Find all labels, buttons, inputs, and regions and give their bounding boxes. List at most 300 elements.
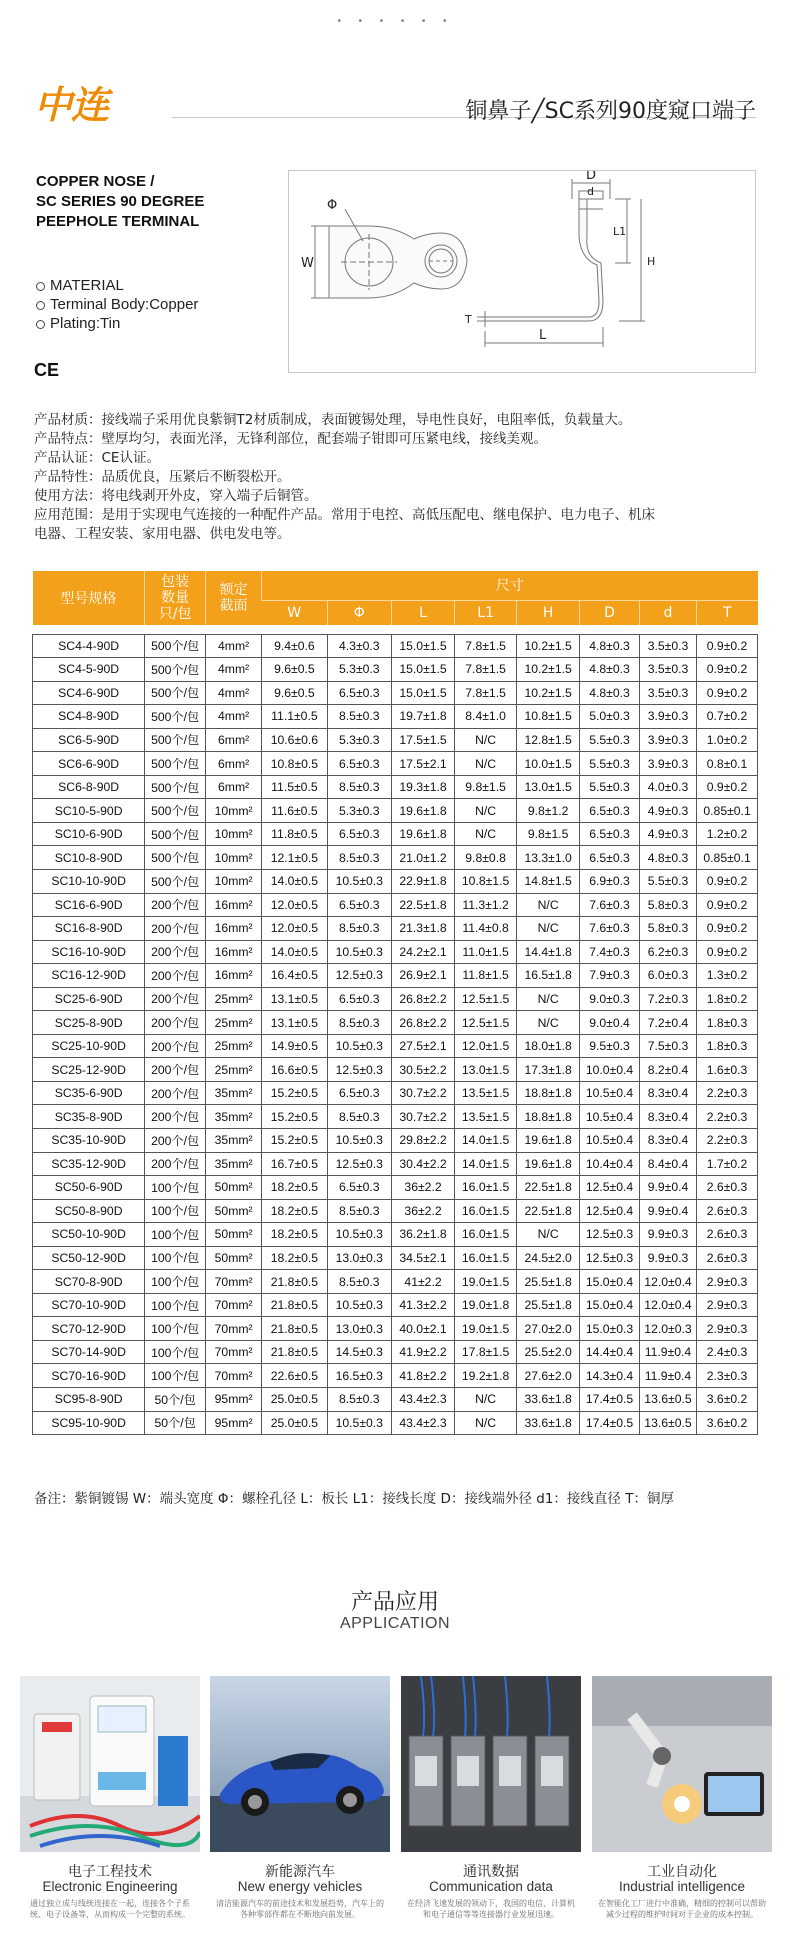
spec-item: Plating:Tin [36, 314, 198, 333]
table-cell: 14.0±1.5 [455, 1152, 517, 1176]
table-gap [33, 625, 758, 634]
model-cell: SC10-10-90D [33, 869, 145, 893]
model-cell: SC6-8-90D [33, 775, 145, 799]
table-cell: 500个/包 [145, 681, 206, 705]
table-cell: 7.4±0.3 [580, 940, 640, 964]
table-cell: N/C [517, 917, 580, 941]
table-cell: 30.7±2.2 [391, 1081, 454, 1105]
table-cell: 18.2±0.5 [262, 1246, 327, 1270]
table-cell: 95mm² [206, 1411, 262, 1435]
table-cell: 10mm² [206, 822, 262, 846]
table-cell: 25.5±1.8 [517, 1270, 580, 1294]
table-cell: 15.2±0.5 [262, 1105, 327, 1129]
table-cell: 16.7±0.5 [262, 1152, 327, 1176]
table-cell: 9.9±0.3 [639, 1223, 696, 1247]
table-row [33, 1081, 758, 1105]
table-cell: 9.8±1.2 [517, 799, 580, 823]
table-cell: 36±2.2 [391, 1199, 454, 1223]
table-cell: 25.0±0.5 [262, 1388, 327, 1412]
table-row [33, 1152, 758, 1176]
table-cell: 5.0±0.3 [580, 705, 640, 729]
table-cell: 8.5±0.3 [327, 705, 391, 729]
remarks-note: 备注：紫铜镀锡 W：端头宽度 Φ：螺栓孔径 L：板长 L1：接线长度 D：接线端外径 d1：接线直径 T：铜厚 [34, 1491, 674, 1507]
header-dim: d [639, 600, 696, 625]
table-cell: 4.8±0.3 [580, 658, 640, 682]
table-cell: 3.6±0.2 [697, 1388, 758, 1412]
table-cell: 17.3±1.8 [517, 1058, 580, 1082]
diagram-label-d-small: d [587, 185, 594, 198]
description-line: 使用方法：将电线剥开外皮，穿入端子后铜管。 [34, 488, 318, 504]
table-cell: 22.5±1.8 [517, 1199, 580, 1223]
table-row [33, 822, 758, 846]
table-cell: 10.5±0.3 [327, 1293, 391, 1317]
table-cell: 11.3±1.2 [455, 893, 517, 917]
table-cell: 200个/包 [145, 1034, 206, 1058]
table-cell: 200个/包 [145, 893, 206, 917]
table-cell: 21.8±0.5 [262, 1317, 327, 1341]
table-cell: 15.0±0.3 [580, 1317, 640, 1341]
table-cell: 5.5±0.3 [639, 869, 696, 893]
table-row [33, 1223, 758, 1247]
table-cell: 6.2±0.3 [639, 940, 696, 964]
model-cell: SC50-12-90D [33, 1246, 145, 1270]
table-cell: 200个/包 [145, 1152, 206, 1176]
table-cell: 9.8±1.5 [517, 822, 580, 846]
model-cell: SC6-6-90D [33, 752, 145, 776]
table-cell: 500个/包 [145, 728, 206, 752]
header-dim: L [391, 600, 454, 625]
table-cell: 19.6±1.8 [391, 799, 454, 823]
table-cell: 200个/包 [145, 1058, 206, 1082]
table-cell: 15.0±1.5 [391, 681, 454, 705]
table-cell: 5.5±0.3 [580, 728, 640, 752]
table-cell: 0.9±0.2 [697, 940, 758, 964]
table-cell: 24.2±2.1 [391, 940, 454, 964]
table-cell: 50mm² [206, 1199, 262, 1223]
table-cell: 1.2±0.2 [697, 822, 758, 846]
table-cell: 12.5±0.4 [580, 1176, 640, 1200]
table-cell: 4.9±0.3 [639, 822, 696, 846]
terminal-dimension-diagram [288, 170, 756, 373]
table-cell: 10.5±0.3 [327, 1223, 391, 1247]
table-cell: 29.8±2.2 [391, 1128, 454, 1152]
table-cell: 17.5±2.1 [391, 752, 454, 776]
table-cell: 22.9±1.8 [391, 869, 454, 893]
model-cell: SC95-8-90D [33, 1388, 145, 1412]
table-cell: 7.8±1.5 [455, 634, 517, 658]
table-cell: 70mm² [206, 1364, 262, 1388]
table-cell: 16.0±1.5 [455, 1246, 517, 1270]
table-cell: 16.0±1.5 [455, 1199, 517, 1223]
table-cell: 5.3±0.3 [327, 799, 391, 823]
table-cell: 10.0±0.4 [580, 1058, 640, 1082]
table-cell: N/C [455, 728, 517, 752]
table-cell: 8.5±0.3 [327, 1199, 391, 1223]
table-cell: N/C [455, 799, 517, 823]
table-cell: 9.4±0.6 [262, 634, 327, 658]
communication-image [401, 1676, 581, 1852]
diagram-label-l: L [539, 328, 547, 343]
table-row [33, 1388, 758, 1412]
table-cell: 12.5±1.5 [455, 987, 517, 1011]
table-cell: 6.5±0.3 [327, 1081, 391, 1105]
table-cell: 8.3±0.4 [639, 1105, 696, 1129]
table-cell: 26.8±2.2 [391, 987, 454, 1011]
table-cell: 12.5±0.3 [327, 964, 391, 988]
table-cell: 30.5±2.2 [391, 1058, 454, 1082]
table-cell: 2.3±0.3 [697, 1364, 758, 1388]
table-cell: 30.7±2.2 [391, 1105, 454, 1129]
model-cell: SC10-5-90D [33, 799, 145, 823]
model-cell: SC25-12-90D [33, 1058, 145, 1082]
table-cell: 8.4±1.0 [455, 705, 517, 729]
diagram-label-t: T [465, 313, 472, 326]
spec-table [32, 571, 758, 1435]
table-row [33, 893, 758, 917]
table-cell: 16.0±1.5 [455, 1223, 517, 1247]
table-cell: 35mm² [206, 1081, 262, 1105]
table-cell: 70mm² [206, 1340, 262, 1364]
header-pack [145, 571, 206, 625]
table-cell: 19.0±1.8 [455, 1293, 517, 1317]
table-cell: 19.0±1.5 [455, 1317, 517, 1341]
table-cell: 6mm² [206, 728, 262, 752]
table-cell: N/C [455, 1388, 517, 1412]
table-cell: 200个/包 [145, 917, 206, 941]
table-cell: 0.9±0.2 [697, 658, 758, 682]
table-cell: 9.8±1.5 [455, 775, 517, 799]
table-row [33, 1034, 758, 1058]
table-cell: 14.0±1.5 [455, 1128, 517, 1152]
table-cell: 2.6±0.3 [697, 1176, 758, 1200]
table-cell: 8.5±0.3 [327, 1270, 391, 1294]
table-row [33, 987, 758, 1011]
table-cell: 27.0±2.0 [517, 1317, 580, 1341]
table-cell: 2.6±0.3 [697, 1246, 758, 1270]
table-cell: 5.5±0.3 [580, 752, 640, 776]
model-cell: SC70-14-90D [33, 1340, 145, 1364]
application-title-cn: 工业自动化 [647, 1864, 717, 1880]
application-title-en: Electronic Engineering [42, 1879, 178, 1894]
model-cell: SC4-6-90D [33, 681, 145, 705]
ce-certification-mark: CE [34, 360, 60, 380]
table-cell: 1.7±0.2 [697, 1152, 758, 1176]
table-cell: 35mm² [206, 1128, 262, 1152]
table-cell: 41.3±2.2 [391, 1293, 454, 1317]
table-cell: 10.8±1.5 [517, 705, 580, 729]
table-row [33, 728, 758, 752]
table-cell: 25mm² [206, 987, 262, 1011]
table-row [33, 752, 758, 776]
table-row [33, 1058, 758, 1082]
table-cell: 21.8±0.5 [262, 1270, 327, 1294]
table-cell: 100个/包 [145, 1340, 206, 1364]
description-line: 产品认证：CE认证。 [34, 450, 160, 466]
header-size: 尺寸 [262, 571, 758, 600]
table-cell: 15.0±0.4 [580, 1293, 640, 1317]
model-cell: SC16-6-90D [33, 893, 145, 917]
table-cell: 6.5±0.3 [327, 987, 391, 1011]
table-cell: 35mm² [206, 1152, 262, 1176]
header-pack-line: 数量 [161, 590, 190, 606]
table-cell: 2.2±0.3 [697, 1081, 758, 1105]
table-cell: 43.4±2.3 [391, 1411, 454, 1435]
page-title: 铜鼻子╱SC系列90度窥口端子 [465, 99, 756, 124]
table-cell: 13.3±1.0 [517, 846, 580, 870]
description-line: 产品特性：品质优良，压紧后不断裂松开。 [34, 469, 291, 485]
table-cell: 12.0±0.4 [639, 1270, 696, 1294]
table-cell: 1.8±0.2 [697, 987, 758, 1011]
table-cell: 10.5±0.3 [327, 1034, 391, 1058]
table-cell: 25mm² [206, 1034, 262, 1058]
table-cell: 25.5±2.0 [517, 1340, 580, 1364]
table-cell: 10mm² [206, 869, 262, 893]
table-cell: 13.0±0.3 [327, 1246, 391, 1270]
table-cell: 7.2±0.3 [639, 987, 696, 1011]
applications-grid [20, 1676, 772, 1936]
table-cell: 36.2±1.8 [391, 1223, 454, 1247]
table-cell: 3.6±0.2 [697, 1411, 758, 1435]
table-cell: 15.2±0.5 [262, 1128, 327, 1152]
table-cell: 8.4±0.4 [639, 1152, 696, 1176]
model-cell: SC6-5-90D [33, 728, 145, 752]
table-cell: 19.3±1.8 [391, 775, 454, 799]
table-cell: 0.9±0.2 [697, 893, 758, 917]
table-cell: 10.5±0.4 [580, 1081, 640, 1105]
table-cell: 5.3±0.3 [327, 658, 391, 682]
table-row [33, 799, 758, 823]
diagram-label-phi: Φ [327, 198, 338, 213]
table-cell: 100个/包 [145, 1176, 206, 1200]
table-cell: 9.6±0.5 [262, 681, 327, 705]
table-cell: 14.5±0.3 [327, 1340, 391, 1364]
model-cell: SC50-10-90D [33, 1223, 145, 1247]
table-cell: 16mm² [206, 917, 262, 941]
english-title [36, 172, 276, 232]
table-cell: 33.6±1.8 [517, 1388, 580, 1412]
table-cell: 500个/包 [145, 634, 206, 658]
table-cell: 10.5±0.4 [580, 1105, 640, 1129]
table-cell: 19.2±1.8 [455, 1364, 517, 1388]
table-cell: 15.0±1.5 [391, 634, 454, 658]
header-section [206, 571, 262, 625]
spec-table-wrap [32, 571, 758, 1435]
table-row [33, 1128, 758, 1152]
table-cell: N/C [455, 752, 517, 776]
table-cell: 18.2±0.5 [262, 1176, 327, 1200]
table-cell: 100个/包 [145, 1293, 206, 1317]
application-description: 清洁能源汽车的前途技术和发展趋势，汽车上的各种零部件都在不断地向前发展。 [216, 1899, 384, 1919]
table-cell: 3.5±0.3 [639, 681, 696, 705]
model-cell: SC50-6-90D [33, 1176, 145, 1200]
table-cell: 4.9±0.3 [639, 799, 696, 823]
table-cell: 15.0±0.4 [580, 1270, 640, 1294]
table-row [33, 634, 758, 658]
table-cell: 35mm² [206, 1105, 262, 1129]
table-cell: 13.1±0.5 [262, 987, 327, 1011]
table-cell: 0.9±0.2 [697, 775, 758, 799]
table-cell: N/C [517, 1011, 580, 1035]
table-cell: 0.9±0.2 [697, 681, 758, 705]
model-cell: SC35-6-90D [33, 1081, 145, 1105]
table-cell: 17.4±0.5 [580, 1411, 640, 1435]
description-line: 电器、工程安装、家用电器、供电发电等。 [34, 526, 291, 542]
table-cell: 95mm² [206, 1388, 262, 1412]
table-cell: 15.2±0.5 [262, 1081, 327, 1105]
table-cell: 9.8±0.8 [455, 846, 517, 870]
model-cell: SC70-16-90D [33, 1364, 145, 1388]
english-title-line: SC SERIES 90 DEGREE [36, 193, 205, 210]
table-cell: 10.8±1.5 [455, 869, 517, 893]
table-cell: 4mm² [206, 705, 262, 729]
table-cell: 2.2±0.3 [697, 1128, 758, 1152]
table-cell: 200个/包 [145, 1011, 206, 1035]
table-cell: 41.8±2.2 [391, 1364, 454, 1388]
diagram-label-d: D [586, 171, 597, 183]
table-cell: 11.0±1.5 [455, 940, 517, 964]
header-model: 型号规格 [33, 571, 145, 625]
table-cell: 9.5±0.3 [580, 1034, 640, 1058]
description-line: 产品特点：壁厚均匀，表面光泽，无锋利部位，配套端子钳即可压紧电线，接线美观。 [34, 431, 547, 447]
table-cell: 4.8±0.3 [580, 634, 640, 658]
header-section-line: 截面 [219, 598, 248, 614]
table-cell: 33.6±1.8 [517, 1411, 580, 1435]
model-cell: SC25-8-90D [33, 1011, 145, 1035]
table-cell: 13.0±1.5 [455, 1058, 517, 1082]
table-cell: 4.0±0.3 [639, 775, 696, 799]
table-cell: 14.3±0.4 [580, 1364, 640, 1388]
table-cell: N/C [455, 1411, 517, 1435]
table-row [33, 775, 758, 799]
table-cell: 25mm² [206, 1011, 262, 1035]
table-cell: 6.5±0.3 [580, 846, 640, 870]
spec-item: Terminal Body:Copper [36, 295, 198, 314]
table-row [33, 705, 758, 729]
table-cell: 12.5±0.4 [580, 1199, 640, 1223]
table-cell: 34.5±2.1 [391, 1246, 454, 1270]
table-cell: 7.9±0.3 [580, 964, 640, 988]
table-cell: 16.6±0.5 [262, 1058, 327, 1082]
table-cell: 7.2±0.4 [639, 1011, 696, 1035]
table-cell: 18.0±1.8 [517, 1034, 580, 1058]
model-cell: SC25-10-90D [33, 1034, 145, 1058]
table-cell: 16.0±1.5 [455, 1176, 517, 1200]
table-cell: 7.6±0.3 [580, 893, 640, 917]
table-cell: 50个/包 [145, 1388, 206, 1412]
application-title-cn: 电子工程技术 [68, 1864, 152, 1880]
application-title-en: Industrial intelligence [618, 1879, 746, 1894]
model-cell: SC70-10-90D [33, 1293, 145, 1317]
table-cell: 10.5±0.4 [580, 1128, 640, 1152]
table-cell: 30.4±2.2 [391, 1152, 454, 1176]
table-cell: 17.8±1.5 [455, 1340, 517, 1364]
table-cell: 0.9±0.2 [697, 917, 758, 941]
table-cell: 4.8±0.3 [580, 681, 640, 705]
english-title-line: PEEPHOLE TERMINAL [36, 213, 200, 230]
table-row [33, 1176, 758, 1200]
table-cell: 19.0±1.5 [455, 1270, 517, 1294]
table-cell: 12.0±1.5 [455, 1034, 517, 1058]
application-card [592, 1676, 772, 1936]
table-cell: 11.6±0.5 [262, 799, 327, 823]
table-cell: 8.5±0.3 [327, 1388, 391, 1412]
table-cell: 13.6±0.5 [639, 1411, 696, 1435]
applications-title: 产品应用 [350, 1590, 439, 1615]
table-cell: 6.5±0.3 [327, 893, 391, 917]
table-cell: 36±2.2 [391, 1176, 454, 1200]
diagram-label-w: W [301, 256, 314, 271]
table-cell: 3.9±0.3 [639, 705, 696, 729]
top-dots: • • • • • • [336, 16, 454, 27]
table-cell: 25.0±0.5 [262, 1411, 327, 1435]
table-cell: 12.5±0.3 [327, 1058, 391, 1082]
table-cell: N/C [517, 1223, 580, 1247]
table-cell: 100个/包 [145, 1317, 206, 1341]
table-cell: 4mm² [206, 658, 262, 682]
table-cell: 13.6±0.5 [639, 1388, 696, 1412]
table-cell: 19.7±1.8 [391, 705, 454, 729]
industrial-image [592, 1676, 772, 1852]
application-title-cn: 通讯数据 [463, 1864, 519, 1880]
table-cell: 100个/包 [145, 1199, 206, 1223]
header-dim: Φ [327, 600, 391, 625]
table-cell: 16.4±0.5 [262, 964, 327, 988]
header-dim: T [697, 600, 758, 625]
brand-logo: 中连 [34, 83, 109, 127]
electronics-image [20, 1676, 200, 1852]
table-cell: 500个/包 [145, 658, 206, 682]
table-cell: 3.5±0.3 [639, 634, 696, 658]
table-row [33, 658, 758, 682]
table-cell: 25mm² [206, 1058, 262, 1082]
table-cell: 25.5±1.8 [517, 1293, 580, 1317]
table-cell: 16.5±1.8 [517, 964, 580, 988]
table-cell: 9.9±0.4 [639, 1199, 696, 1223]
table-cell: 10.6±0.6 [262, 728, 327, 752]
table-cell: 500个/包 [145, 822, 206, 846]
table-cell: 13.0±0.3 [327, 1317, 391, 1341]
table-cell: 14.4±0.4 [580, 1340, 640, 1364]
table-cell: 1.8±0.3 [697, 1011, 758, 1035]
diagram-label-l1: L1 [613, 225, 627, 238]
table-cell: 6.5±0.3 [327, 752, 391, 776]
table-cell: 12.5±0.3 [327, 1152, 391, 1176]
application-title-en: Communication data [429, 1879, 553, 1894]
table-cell: 10.2±1.5 [517, 681, 580, 705]
table-cell: 22.5±1.8 [391, 893, 454, 917]
table-cell: 22.6±0.5 [262, 1364, 327, 1388]
table-cell: 11.5±0.5 [262, 775, 327, 799]
model-cell: SC4-4-90D [33, 634, 145, 658]
table-cell: 8.5±0.3 [327, 917, 391, 941]
model-cell: SC16-10-90D [33, 940, 145, 964]
table-row [33, 1364, 758, 1388]
table-cell: N/C [517, 893, 580, 917]
table-cell: 18.8±1.8 [517, 1081, 580, 1105]
table-cell: 10.4±0.4 [580, 1152, 640, 1176]
table-cell: 200个/包 [145, 1128, 206, 1152]
table-row [33, 1411, 758, 1435]
table-cell: 5.5±0.3 [580, 775, 640, 799]
model-cell: SC4-5-90D [33, 658, 145, 682]
table-cell: 10.5±0.3 [327, 1128, 391, 1152]
table-cell: 13.5±1.5 [455, 1081, 517, 1105]
header-dim: L1 [455, 600, 517, 625]
table-cell: 13.0±1.5 [517, 775, 580, 799]
model-cell: SC35-8-90D [33, 1105, 145, 1129]
table-cell: 70mm² [206, 1270, 262, 1294]
table-cell: 2.6±0.3 [697, 1223, 758, 1247]
